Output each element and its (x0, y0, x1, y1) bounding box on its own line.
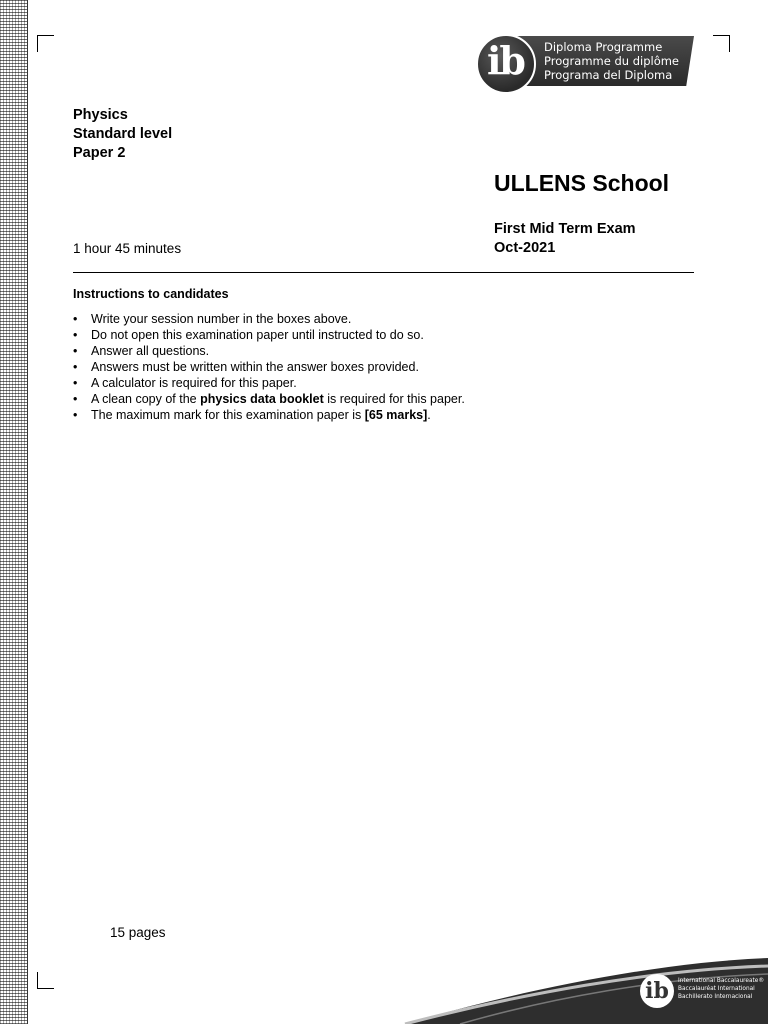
logo-text (544, 40, 679, 82)
instruction-item: • Write your session number in the boxes above. (73, 311, 465, 327)
instruction-item: • A calculator is required for this paper. (73, 375, 465, 391)
instructions-list (73, 311, 465, 423)
instruction-emphasis: [65 marks] (364, 408, 428, 422)
instruction-emphasis: physics data booklet (200, 392, 324, 406)
subject-level: Standard level (73, 126, 173, 142)
binding-edge (27, 0, 28, 1024)
logo-line-english: Diploma Programme (544, 40, 663, 54)
exam-duration: 1 hour 45 minutes (73, 241, 182, 256)
ib-mark-text: ib (487, 38, 525, 83)
ib-mark-icon (476, 34, 536, 94)
instruction-item: • The maximum mark for this examination paper is [65 marks]. (73, 407, 465, 423)
ib-diploma-logo (476, 34, 698, 94)
subject-name: Physics (73, 107, 128, 123)
ib-footer-logo (400, 950, 768, 1024)
footer-logo-text: International Baccalaureate® Baccalauréat International Bachillerato Internacional (678, 978, 765, 1000)
instruction-item: • Answers must be written within the answer boxes provided. (73, 359, 465, 375)
binding-strip (0, 0, 27, 1024)
logo-line-spanish: Programa del Diploma (544, 68, 673, 82)
ib-footer-mark-icon: ib (640, 974, 674, 1008)
school-name: ULLENS School (494, 170, 670, 196)
crop-mark-bottom-left (37, 972, 54, 989)
instruction-item: • Answer all questions. (73, 343, 465, 359)
exam-date: Oct-2021 (494, 240, 556, 256)
exam-block (494, 220, 636, 258)
logo-line-french: Programme du diplôme (544, 54, 680, 68)
instruction-item: • A clean copy of the physics data booklet is required for this paper. (73, 391, 465, 407)
page-count: 15 pages (110, 925, 166, 940)
subject-block (73, 106, 172, 163)
instruction-item: • Do not open this examination paper until instructed to do so. (73, 327, 465, 343)
crop-mark-top-right (713, 35, 730, 52)
header-divider (73, 272, 694, 273)
crop-mark-top-left (37, 35, 54, 52)
subject-paper: Paper 2 (73, 145, 126, 161)
exam-name: First Mid Term Exam (494, 221, 636, 237)
instructions-title: Instructions to candidates (73, 287, 229, 301)
